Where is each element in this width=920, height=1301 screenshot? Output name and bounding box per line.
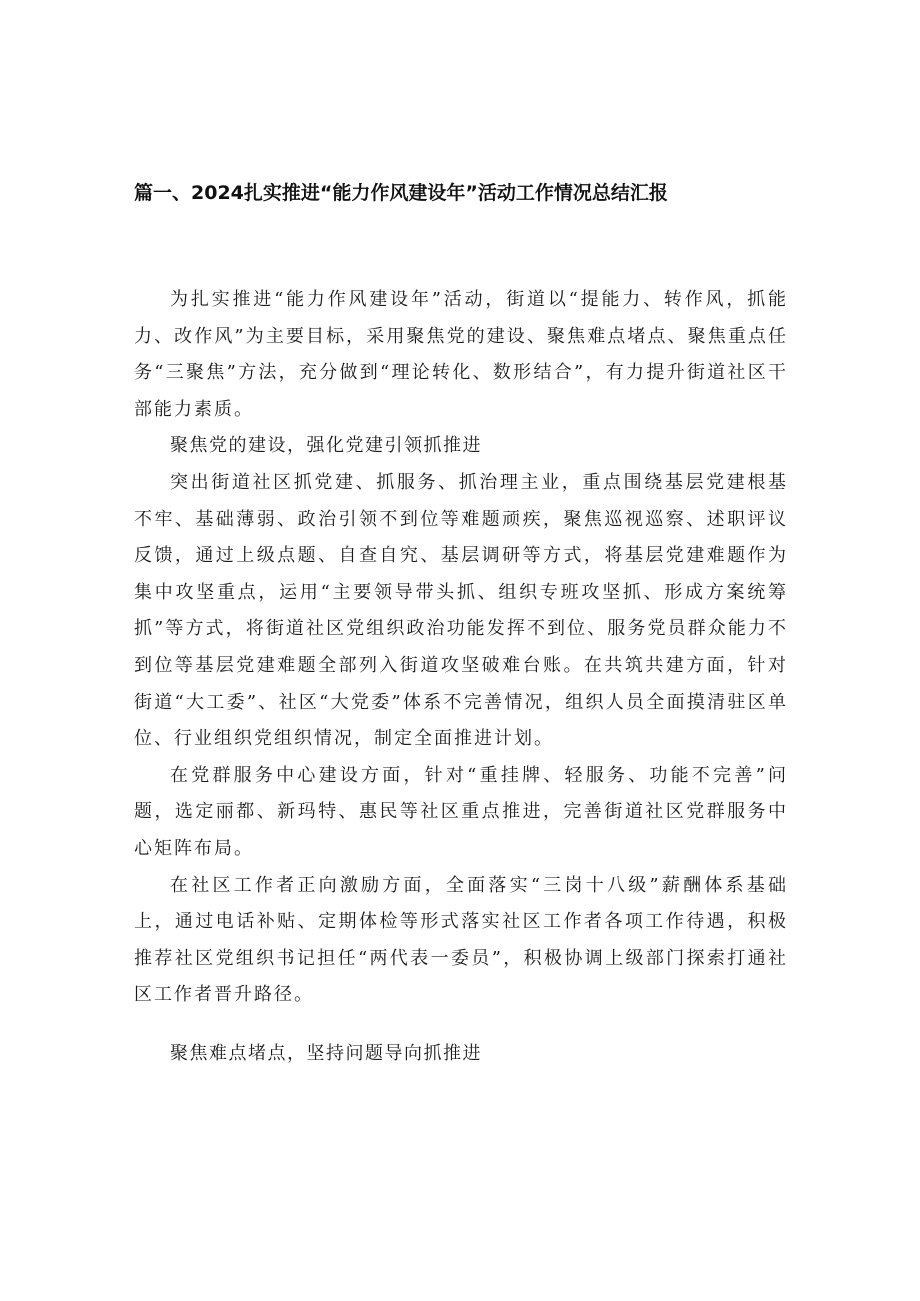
section-heading-difficulties: 聚焦难点堵点，坚持问题导向抓推进 bbox=[170, 1042, 482, 1064]
document-title: 篇一、2024扎实推进“能力作风建设年”活动工作情况总结汇报 bbox=[134, 182, 668, 204]
body-paragraph: 在社区工作者正向激励方面，全面落实“三岗十八级”薪酬体系基础上，通过电话补贴、定期体检等形式落实社区工作者各项工作待遇，积极推荐社区党组织书记担任“两代表一委员”，积极协调上级部门探索打通社区工作者晋升路径。 bbox=[134, 874, 788, 1006]
body-paragraph: 突出街道社区抓党建、抓服务、抓治理主业，重点围绕基层党建根基不牢、基础薄弱、政治引领不到位等难题顽疾，聚焦巡视巡察、述职评议反馈，通过上级点题、自查自究、基层调研等方式，将基层党建难题作为集中攻坚重点，运用“主要领导带头抓、组织专班攻坚抓、形成方案统筹抓”等方式，将街道社区党组织政治功能发挥不到位、服务党员群众能力不到位等基层党建难题全部列入街道攻坚破难台账。在共筑共建方面，针对街道“大工委”、社区“大党委”体系不完善情况，组织人员全面摸清驻区单位、行业组织党组织情况，制定全面推进计划。 bbox=[134, 471, 788, 750]
intro-paragraph: 为扎实推进“能力作风建设年”活动，街道以“提能力、转作风，抓能力、改作风”为主要目标，采用聚焦党的建设、聚焦难点堵点、聚焦重点任务“三聚焦”方法，充分做到“理论转化、数形结合”，有力提升街道社区干部能力素质。 bbox=[134, 289, 788, 420]
section-heading-party-building: 聚焦党的建设，强化党建引领抓推进 bbox=[170, 435, 482, 457]
body-paragraph: 在党群服务中心建设方面，针对“重挂牌、轻服务、功能不完善”问题，选定丽都、新玛特、惠民等社区重点推进，完善街道社区党群服务中心矩阵布局。 bbox=[134, 764, 788, 859]
document-body bbox=[134, 282, 788, 1072]
